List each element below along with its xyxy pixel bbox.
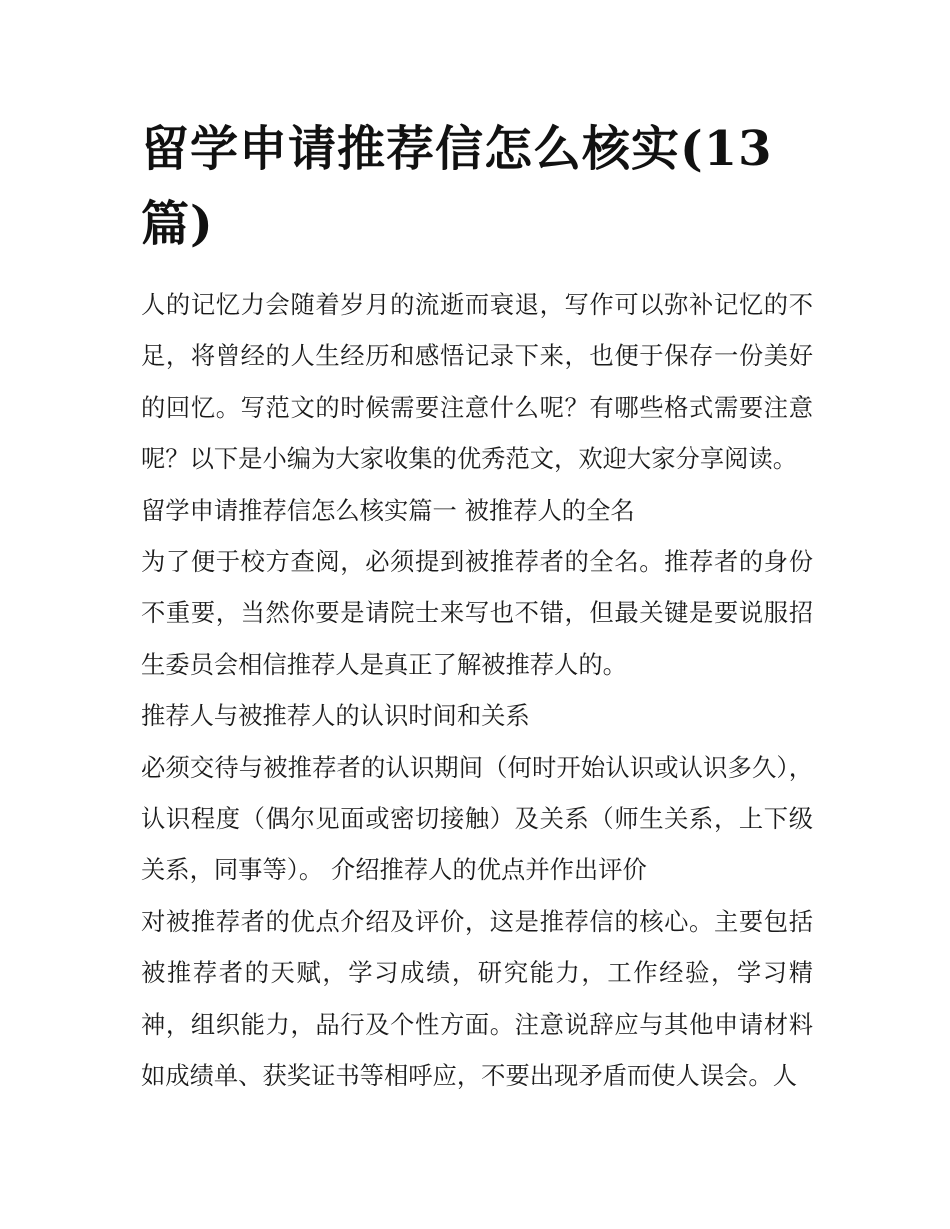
intro-paragraph: 人的记忆力会随着岁月的流逝而衰退，写作可以弥补记忆的不足，将曾经的人生经历和感悟记录下来，也便于保存一份美好的回忆。写范文的时候需要注意什么呢？有哪些格式需要注意呢？以下是小编为大家收集的优秀范文，欢迎大家分享阅读。 [141, 290, 813, 474]
section-heading-full-name: 留学申请推荐信怎么核实篇一 被推荐人的全名 [141, 495, 635, 525]
relationship-paragraph: 必须交待与被推荐者的认识期间（何时开始认识或认识多久），认识程度（偶尔见面或密切接触）及关系（师生关系，上下级关系，同事等）。 介绍推荐人的优点并作出评价 [141, 752, 813, 885]
evaluation-paragraph: 对被推荐者的优点介绍及评价，这是推荐信的核心。主要包括被推荐者的天赋，学习成绩，研究能力，工作经验，学习精神，组织能力，品行及个性方面。注意说辞应与其他申请材料如成绩单、获奖证书等相呼应，不要出现矛盾而使人误会。人 [141, 906, 813, 1091]
section-heading-relationship: 推荐人与被推荐人的认识时间和关系 [141, 701, 530, 731]
document-title: 留学申请推荐信怎么核实(13篇) [141, 121, 773, 252]
document-body [141, 279, 813, 1102]
full-name-paragraph: 为了便于校方查阅，必须提到被推荐者的全名。推荐者的身份不重要，当然你要是请院士来写也不错，但最关键是要说服招生委员会相信推荐人是真正了解被推荐人的。 [141, 547, 813, 679]
